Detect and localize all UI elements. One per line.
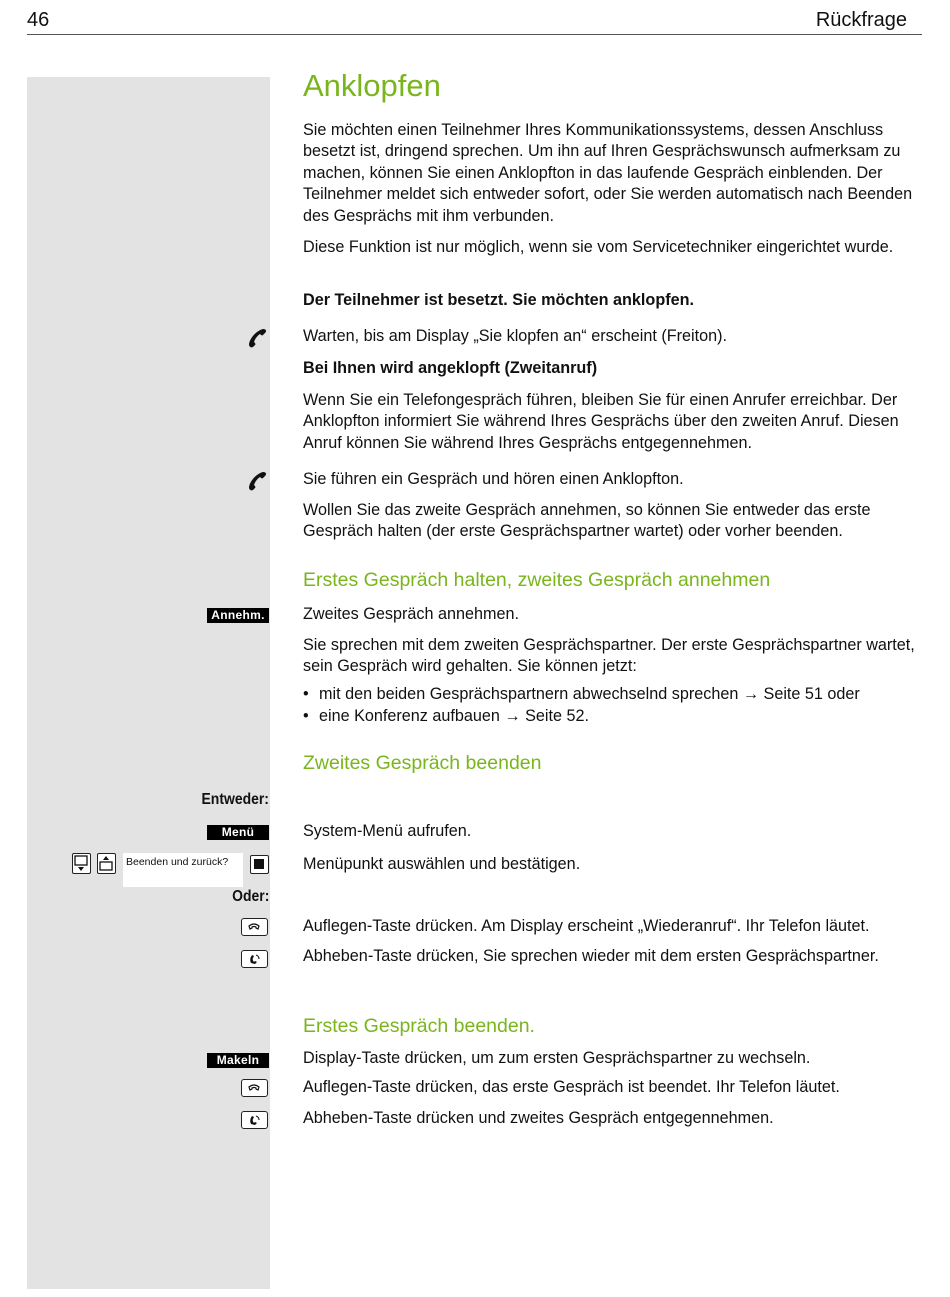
handset-icon — [246, 326, 270, 350]
display-step: Display-Taste drücken, um zum ersten Gesprächspartner zu wechseln. — [303, 1049, 811, 1067]
section-heading: Zweites Gespräch beenden — [303, 752, 542, 774]
pickup-key-icon[interactable] — [241, 1111, 268, 1129]
menu-display-key[interactable]: Menü — [207, 825, 269, 840]
menu-display: Beenden und zurück? — [123, 853, 243, 887]
navigate-up-icon[interactable] — [97, 853, 116, 874]
options-list — [303, 683, 923, 727]
menu-step: System-Menü aufrufen. — [303, 822, 472, 840]
section-heading: Erstes Gespräch halten, zweites Gespräch annehmen — [303, 569, 771, 591]
accept-step: Zweites Gespräch annehmen. — [303, 605, 519, 623]
navigate-down-icon[interactable] — [72, 853, 91, 874]
busy-step: Warten, bis am Display „Sie klopfen an“ erscheint (Freiton). — [303, 327, 728, 345]
intro-paragraph: Diese Funktion ist nur möglich, wenn sie vom Servicetechniker eingerichtet wurde. — [303, 238, 894, 256]
toggle-display-key[interactable]: Makeln — [207, 1053, 269, 1068]
hangup-step: Auflegen-Taste drücken, das erste Gespräch ist beendet. Ihr Telefon läutet. — [303, 1078, 840, 1096]
ok-key-icon[interactable] — [250, 855, 269, 874]
knock-step: Sie führen ein Gespräch und hören einen Anklopfton. — [303, 470, 684, 488]
or-label: Oder: — [231, 888, 269, 905]
select-step: Menüpunkt auswählen und bestätigen. — [303, 855, 581, 873]
section-heading: Erstes Gespräch beenden. — [303, 1015, 535, 1037]
knock-text: Wenn Sie ein Telefongespräch führen, bleiben Sie für einen Anrufer erreichbar. Der Anklopfton informiert Sie während Ihres Gesprächs über den zweiten Anruf. Diesen Anruf können Sie während Ihres Gesprächs entgegennehmen. — [303, 391, 899, 452]
page-header — [27, 6, 922, 35]
pickup-step: Abheben-Taste drücken, Sie sprechen wieder mit dem ersten Gesprächspartner. — [303, 947, 879, 965]
knock-heading: Bei Ihnen wird angeklopft (Zweitanruf) — [303, 359, 598, 377]
hold-text: Sie sprechen mit dem zweiten Gesprächspartner. Der erste Gesprächspartner wartet, sein Gespräch wird gehalten. Sie können jetzt: — [303, 636, 915, 676]
busy-heading: Der Teilnehmer ist besetzt. Sie möchten anklopfen. — [303, 291, 694, 309]
page-number: 46 — [27, 9, 50, 31]
intro-paragraph: Sie möchten einen Teilnehmer Ihres Kommunikationssystems, dessen Anschluss besetzt ist, dringend sprechen. Um ihn auf Ihren Gesprächswunsch aufmerksam zu machen, können Sie einen Anklopfton in das laufende Gespräch einblenden. Der Teilnehmer meldet sich entweder sofort, oder Sie werden automatisch nach Beenden des Gesprächs mit ihm verbunden. — [303, 121, 913, 225]
pickup-step: Abheben-Taste drücken und zweites Gespräch entgegennehmen. — [303, 1109, 774, 1127]
handset-icon — [246, 469, 270, 493]
hangup-step: Auflegen-Taste drücken. Am Display erscheint „Wiederanruf“. Ihr Telefon läutet. — [303, 917, 870, 935]
margin-column — [27, 77, 270, 1289]
accept-display-key[interactable]: Annehm. — [207, 608, 269, 623]
list-item: • eine Konferenz aufbauen → Seite 52. — [303, 705, 923, 727]
pickup-key-icon[interactable] — [241, 950, 268, 968]
page-title: Anklopfen — [303, 68, 441, 103]
list-item: • mit den beiden Gesprächspartnern abwechselnd sprechen → Seite 51 oder — [303, 683, 923, 705]
chapter-title: Rückfrage — [815, 9, 907, 31]
hangup-key-icon[interactable] — [241, 918, 268, 936]
hangup-key-icon[interactable] — [241, 1079, 268, 1097]
either-label: Entweder: — [201, 791, 269, 808]
menu-navigation — [72, 853, 270, 887]
knock-options: Wollen Sie das zweite Gespräch annehmen, so können Sie entweder das erste Gespräch halten (der erste Gesprächspartner wartet) oder vorher beenden. — [303, 501, 871, 541]
